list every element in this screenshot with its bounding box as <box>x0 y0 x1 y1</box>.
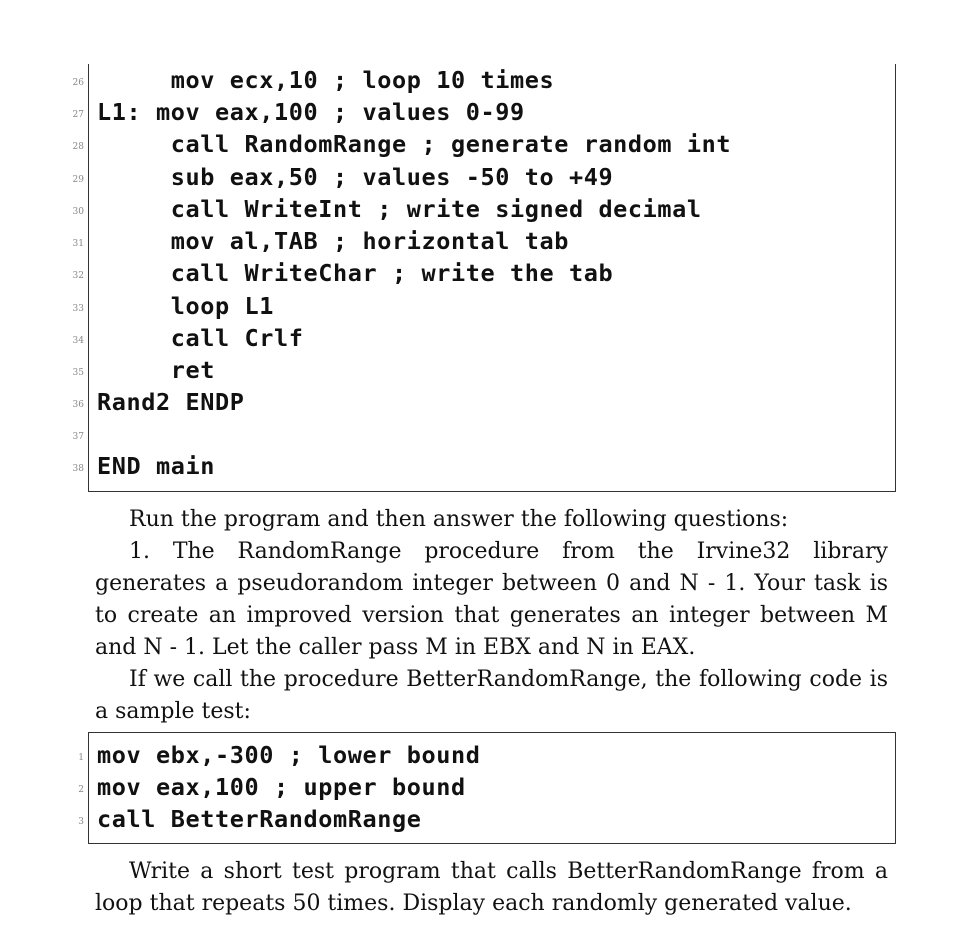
paragraph-text: If we call the procedure BetterRandomRange, the following code is a sample test: <box>95 667 888 724</box>
paragraph-closing <box>95 856 888 920</box>
line-number: 27 <box>72 110 84 120</box>
paragraph-text: 1. The RandomRange procedure from the Irvine32 library generates a pseudorandom integer between 0 and N - 1. Your task is to create an improved version that generates an integer between M and N - 1. Let the caller pass M in EBX and N in EAX. <box>95 539 888 660</box>
line-number: 26 <box>72 78 84 88</box>
code-text: ret <box>97 356 215 384</box>
code-text: mov ebx,-300 ; lower bound <box>97 741 481 769</box>
line-number: 3 <box>78 817 84 827</box>
line-number: 2 <box>78 785 84 795</box>
code-text: call WriteChar ; write the tab <box>97 259 614 287</box>
code-line <box>78 803 895 835</box>
code-line <box>72 96 895 128</box>
code-line <box>72 290 895 322</box>
code-line <box>72 322 895 354</box>
code-line <box>72 257 895 289</box>
code-text: mov eax,100 ; upper bound <box>97 773 466 801</box>
line-number: 35 <box>72 368 84 378</box>
paragraph-text: Write a short test program that calls BetterRandomRange from a loop that repeats 50 times. Display each randomly generated value. <box>95 859 888 916</box>
code-listing-top <box>72 64 896 492</box>
code-line <box>72 193 895 225</box>
code-line <box>72 128 895 160</box>
code-text: mov ecx,10 ; loop 10 times <box>97 66 555 94</box>
code-listing-bottom <box>78 732 896 844</box>
paragraph-text: Run the program and then answer the following questions: <box>129 507 789 532</box>
code-text: call Crlf <box>97 324 304 352</box>
code-line <box>72 225 895 257</box>
code-line <box>72 64 895 96</box>
code-text: call BetterRandomRange <box>97 805 422 833</box>
code-text: END main <box>97 452 215 480</box>
paragraph-question-1 <box>95 536 888 664</box>
code-line <box>78 739 895 771</box>
line-number: 33 <box>72 304 84 314</box>
code-text: sub eax,50 ; values -50 to +49 <box>97 163 614 191</box>
line-number: 38 <box>72 464 84 474</box>
line-number: 28 <box>72 142 84 152</box>
code-text: loop L1 <box>97 292 274 320</box>
code-text: call WriteInt ; write signed decimal <box>97 195 702 223</box>
code-text: mov al,TAB ; horizontal tab <box>97 227 569 255</box>
code-line <box>72 161 895 193</box>
paragraph-run-intro <box>95 504 888 536</box>
line-number: 34 <box>72 336 84 346</box>
line-number: 31 <box>72 239 84 249</box>
line-number: 1 <box>78 753 84 763</box>
code-line <box>72 386 895 418</box>
line-number: 36 <box>72 400 84 410</box>
code-text: call RandomRange ; generate random int <box>97 130 732 158</box>
code-line <box>72 418 895 450</box>
paragraph-sample-intro <box>95 664 888 728</box>
code-line <box>72 354 895 386</box>
code-line <box>78 771 895 803</box>
line-number: 32 <box>72 271 84 281</box>
line-number: 37 <box>72 432 84 442</box>
code-text: L1: mov eax,100 ; values 0-99 <box>97 98 525 126</box>
code-line <box>72 450 895 482</box>
code-text: Rand2 ENDP <box>97 388 245 416</box>
line-number: 29 <box>72 175 84 185</box>
line-number: 30 <box>72 207 84 217</box>
